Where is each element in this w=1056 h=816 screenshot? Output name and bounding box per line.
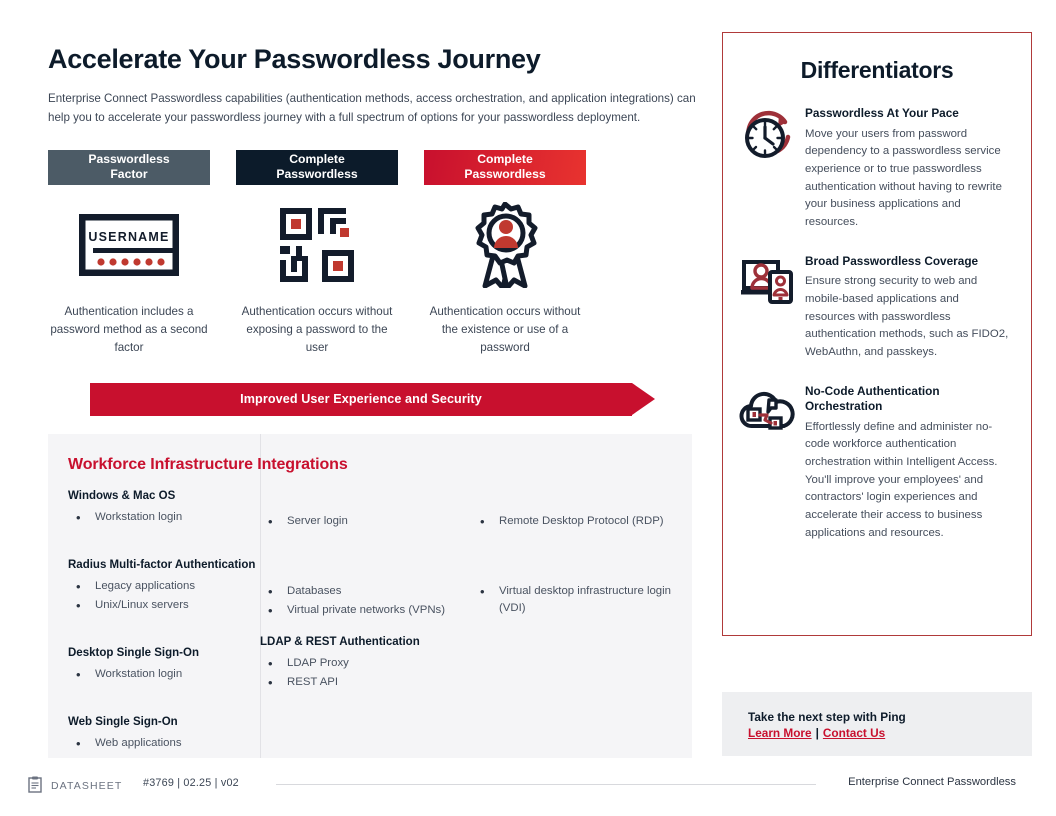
workforce-group-heading: Desktop Single Sign-On — [68, 646, 199, 659]
footer-doctype-label: DATASHEET — [51, 780, 123, 792]
workforce-list — [68, 578, 260, 614]
differentiator-heading: Broad Passwordless Coverage — [805, 253, 979, 268]
contact-us-link[interactable]: Contact Us — [822, 726, 886, 740]
workforce-title: Workforce Infrastructure Integrations — [68, 456, 348, 473]
tile-badge-line1: Passwordless — [88, 151, 170, 166]
tile-badge-line2: Factor — [110, 167, 148, 182]
datasheet-icon — [28, 776, 42, 796]
workforce-group-heading: Radius Multi-factor Authentication — [68, 558, 256, 571]
differentiator-body: Move your users from password dependency to a passwordless service experience or to true passwordless authentication without having to rewrite your business applications and resources. — [805, 127, 1002, 228]
list-item: • Virtual private networks (VPNs) — [260, 602, 472, 619]
list-item: • Databases — [260, 583, 472, 600]
tile-badge-line1: Complete — [477, 151, 533, 166]
tile-badge-line2: Passwordless — [276, 167, 358, 182]
footer-product-name: Enterprise Connect Passwordless — [848, 776, 1016, 788]
list-item: • Unix/Linux servers — [68, 597, 260, 614]
differentiators-box — [722, 32, 1032, 636]
differentiator-text — [801, 106, 1011, 232]
tile-badge-dark — [236, 150, 398, 185]
improved-experience-banner — [90, 383, 632, 416]
differentiator-heading: No-Code Authentication Orchestration — [805, 383, 940, 414]
learn-more-link[interactable]: Learn More — [748, 726, 812, 740]
footer-rule — [276, 784, 816, 785]
tile-badge-red — [424, 150, 586, 185]
workforce-column-3 — [472, 490, 672, 768]
workforce-list — [472, 583, 672, 617]
list-item: • Virtual desktop infrastructure login (VDI) — [472, 583, 672, 617]
tile-caption: Authentication occurs without the existence or use of a password — [429, 304, 581, 354]
differentiators-title: Differentiators — [800, 57, 954, 83]
left-content-column — [48, 44, 704, 416]
footer-code: #3769 | 02.25 | v02 — [143, 777, 239, 789]
workforce-list — [260, 513, 472, 530]
page-footer — [0, 775, 1056, 799]
workforce-group-heading: LDAP & REST Authentication — [260, 635, 420, 648]
workforce-column-2 — [260, 490, 472, 768]
list-item: • REST API — [260, 674, 472, 691]
list-item: • Server login — [260, 513, 472, 530]
workforce-list — [68, 509, 260, 526]
award-ribbon-user-icon — [424, 199, 586, 291]
clock-arrow-icon — [739, 106, 801, 232]
cta-box — [722, 692, 1032, 756]
footer-doctype — [28, 776, 122, 796]
tile-complete-passwordless-dark — [236, 150, 398, 357]
differentiator-item — [723, 254, 1031, 362]
workforce-group-heading: Web Single Sign-On — [68, 715, 178, 728]
svg-text:USERNAME: USERNAME — [88, 229, 170, 244]
tile-complete-passwordless-red — [424, 150, 586, 357]
list-item: • Remote Desktop Protocol (RDP) — [472, 513, 672, 530]
cta-heading: Take the next step with Ping — [748, 710, 906, 724]
list-item: • Web applications — [68, 735, 260, 752]
workforce-column-1 — [68, 490, 260, 768]
tile-badge-line1: Complete — [289, 151, 345, 166]
workforce-list — [260, 583, 472, 619]
differentiator-item — [723, 106, 1031, 232]
differentiator-text — [801, 384, 1011, 543]
list-item: • Workstation login — [68, 666, 260, 683]
differentiator-body: Ensure strong security to web and mobile-based applications and resources with passwordless authentication methods, such as FIDO2, WebAuthn, and passkeys. — [805, 275, 1009, 358]
laptop-mobile-users-icon — [739, 254, 801, 362]
passwordless-tiles — [48, 150, 704, 357]
page-title: Accelerate Your Passwordless Journey — [48, 44, 541, 74]
differentiator-heading: Passwordless At Your Pace — [805, 106, 959, 120]
workforce-integrations-panel — [48, 434, 692, 758]
cloud-orchestration-icon — [739, 384, 801, 543]
arrow-banner-label: Improved User Experience and Security — [240, 392, 482, 407]
tile-badge-slate — [48, 150, 210, 185]
list-item: • Workstation login — [68, 509, 260, 526]
workforce-list — [472, 513, 672, 530]
cta-links — [748, 726, 1032, 740]
workforce-list — [68, 735, 260, 752]
tile-badge-line2: Passwordless — [464, 167, 546, 182]
differentiator-body: Effortlessly define and administer no-code workforce authentication orchestration within Intelligent Access. You'll improve your employees' and contractors' login experiences and accelerate their access to business applications and resources. — [805, 420, 998, 539]
tile-caption: Authentication includes a password method as a second factor — [50, 304, 208, 354]
list-item: • Legacy applications — [68, 578, 260, 595]
tile-passwordless-factor — [48, 150, 210, 357]
intro-paragraph: Enterprise Connect Passwordless capabilities (authentication methods, access orchestration, and application integrations) can help you to accelerate your passwordless journey with a full spectrum of options for your passwordless deployment. — [48, 92, 696, 124]
workforce-list — [260, 655, 472, 691]
list-item: • LDAP Proxy — [260, 655, 472, 672]
differentiator-text — [801, 254, 1011, 362]
tile-caption: Authentication occurs without exposing a password to the user — [241, 304, 393, 354]
qr-code-icon — [236, 199, 398, 291]
username-password-field-icon — [48, 199, 210, 291]
workforce-group-heading: Windows & Mac OS — [68, 490, 176, 502]
workforce-list — [68, 666, 260, 683]
cta-separator: | — [815, 726, 819, 740]
differentiator-item — [723, 384, 1031, 543]
workforce-grid — [68, 490, 692, 768]
